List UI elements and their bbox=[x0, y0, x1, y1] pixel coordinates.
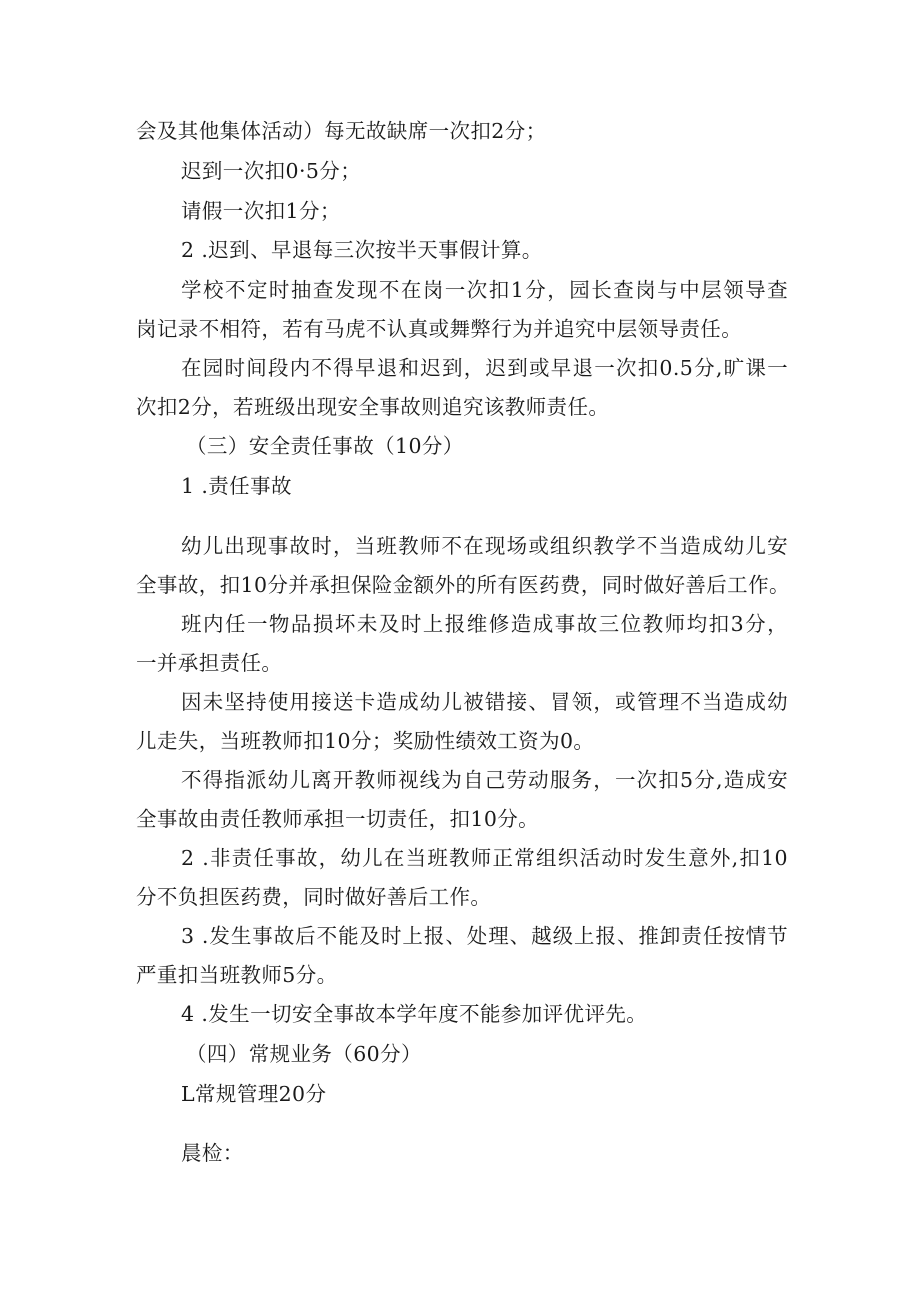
paragraph-line: 全事故，扣10分并承担保险金额外的所有医药费，同时做好善后工作。 bbox=[136, 573, 790, 597]
subsection-heading: L常规管理20分 bbox=[181, 1082, 327, 1106]
paragraph-line: 岗记录不相符，若有马虎不认真或舞弊行为并追究中层领导责任。 bbox=[136, 317, 743, 341]
paragraph-line: 因未坚持使用接送卡造成幼儿被错接、冒领，或管理不当造成幼 bbox=[181, 690, 788, 714]
paragraph-line: 次扣2分，若班级出现安全事故则追究该教师责任。 bbox=[136, 395, 610, 419]
paragraph-line: 幼儿出现事故时，当班教师不在现场或组织教学不当造成幼儿安 bbox=[181, 534, 788, 558]
paragraph-line: 会及其他集体活动）每无故缺席一次扣2分； bbox=[136, 119, 547, 143]
list-item: 2 .迟到、早退每三次按半天事假计算。 bbox=[181, 238, 543, 262]
paragraph-line: 不得指派幼儿离开教师视线为自己劳动服务，一次扣5分,造成安 bbox=[181, 768, 788, 792]
section-heading: （三）安全责任事故（10分） bbox=[186, 434, 464, 458]
paragraph-line: 在园时间段内不得早退和迟到，迟到或早退一次扣0.5分,旷课一 bbox=[181, 356, 788, 380]
list-item: 4 .发生一切安全事故本学年度不能参加评优评先。 bbox=[181, 1002, 648, 1026]
paragraph-line: 严重扣当班教师5分。 bbox=[136, 963, 338, 987]
list-item: 3 .发生事故后不能及时上报、处理、越级上报、推卸责任按情节 bbox=[181, 924, 788, 948]
paragraph-line: 全事故由责任教师承担一切责任，扣10分。 bbox=[136, 807, 540, 831]
section-heading: （四）常规业务（60分） bbox=[186, 1042, 422, 1066]
paragraph-line: 请假一次扣1分； bbox=[181, 199, 341, 223]
list-item: 2 .非责任事故，幼儿在当班教师正常组织活动时发生意外,扣10 bbox=[181, 846, 788, 870]
paragraph-line: 班内任一物品损坏未及时上报维修造成事故三位教师均扣3分， bbox=[181, 612, 788, 636]
paragraph-line: 儿走失，当班教师扣10分；奖励性绩效工资为0。 bbox=[136, 729, 595, 753]
paragraph-line: 晨检： bbox=[181, 1141, 244, 1165]
paragraph-line: 一并承担责任。 bbox=[136, 651, 283, 675]
paragraph-line: 分不负担医药费，同时做好善后工作。 bbox=[136, 885, 492, 909]
paragraph-line: 迟到一次扣0·5分； bbox=[181, 159, 362, 183]
subsection-heading: 1 .责任事故 bbox=[181, 474, 292, 498]
paragraph-line: 学校不定时抽查发现不在岗一次扣1分，园长查岗与中层领导查 bbox=[181, 278, 788, 302]
